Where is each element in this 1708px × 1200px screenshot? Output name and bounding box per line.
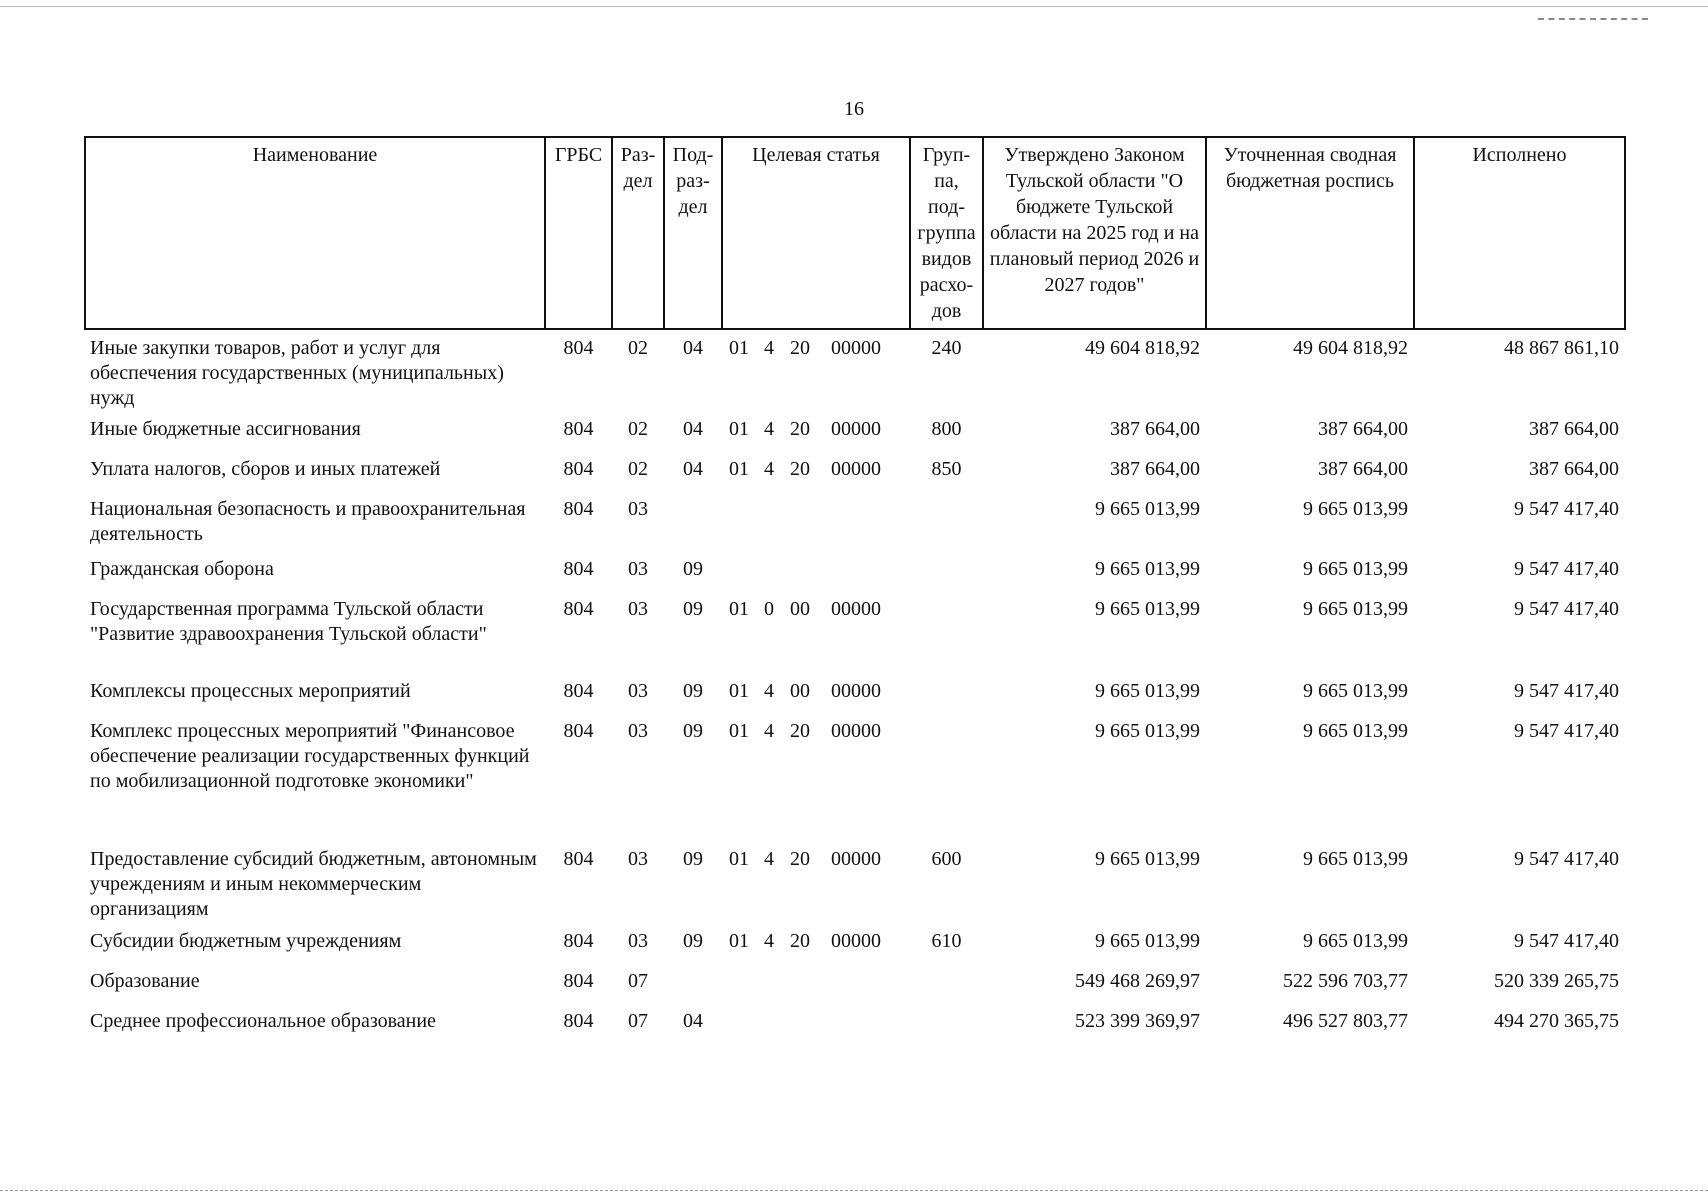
row-target-article <box>722 411 910 451</box>
row-target-article <box>722 963 910 1003</box>
row-grbs: 804 <box>563 680 594 702</box>
table-row <box>85 491 1625 551</box>
target-article-part: 01 <box>729 930 749 952</box>
row-grbs: 804 <box>563 970 594 992</box>
row-executed-amount: 9 547 417,40 <box>1514 720 1619 742</box>
row-grbs: 804 <box>563 930 594 952</box>
header-expense-group: Груп- па, под- группа видов расхо- дов <box>910 137 983 329</box>
row-target-article <box>722 841 910 923</box>
row-refined-amount: 387 664,00 <box>1318 458 1408 480</box>
row-target-article <box>722 491 910 551</box>
target-article-part: 20 <box>790 930 810 952</box>
row-refined-amount: 9 665 013,99 <box>1303 930 1408 952</box>
row-expense-group <box>910 551 983 591</box>
scan-edge-bottom <box>0 1190 1708 1193</box>
table-body <box>85 329 1625 1043</box>
row-podrazdel: 09 <box>683 930 703 952</box>
row-approved-amount: 9 665 013,99 <box>1095 498 1200 520</box>
target-article-part: 00000 <box>831 930 881 952</box>
row-approved-amount: 9 665 013,99 <box>1095 930 1200 952</box>
row-refined-amount: 9 665 013,99 <box>1303 598 1408 620</box>
target-article-part: 00000 <box>831 458 881 480</box>
row-podrazdel: 09 <box>683 848 703 870</box>
row-razdel: 03 <box>628 930 648 952</box>
scan-artifact-mark <box>1538 18 1648 24</box>
target-article-part: 00000 <box>831 680 881 702</box>
budget-table-container <box>84 136 1624 1043</box>
row-approved-amount: 549 468 269,97 <box>1075 970 1200 992</box>
row-executed-amount: 387 664,00 <box>1529 458 1619 480</box>
row-podrazdel: 04 <box>683 1010 703 1032</box>
target-article-part: 00000 <box>831 598 881 620</box>
row-name: Уплата налогов, сборов и иных платежей <box>90 458 441 480</box>
target-article-part: 4 <box>764 680 774 702</box>
row-expense-group <box>910 1003 983 1043</box>
target-article-part: 20 <box>790 720 810 742</box>
row-name: Гражданская оборона <box>90 558 274 580</box>
row-approved-amount: 523 399 369,97 <box>1075 1010 1200 1032</box>
row-approved-amount: 49 604 818,92 <box>1085 337 1200 359</box>
row-expense-group <box>910 591 983 673</box>
target-article-part: 4 <box>764 930 774 952</box>
row-expense-group: 240 <box>931 337 962 359</box>
row-razdel: 03 <box>628 498 648 520</box>
row-name: Комплекс процессных мероприятий "Финансовое обеспечение реализации государственных функций по мобилизационной подготовке экономики" <box>90 720 530 792</box>
header-podrazdel: Под- раз- дел <box>664 137 722 329</box>
row-refined-amount: 496 527 803,77 <box>1283 1010 1408 1032</box>
row-refined-amount: 522 596 703,77 <box>1283 970 1408 992</box>
row-target-article <box>722 673 910 713</box>
row-target-article <box>722 329 910 411</box>
target-article-part: 20 <box>790 418 810 440</box>
row-approved-amount: 9 665 013,99 <box>1095 720 1200 742</box>
row-razdel: 07 <box>628 970 648 992</box>
row-razdel: 03 <box>628 558 648 580</box>
row-refined-amount: 49 604 818,92 <box>1293 337 1408 359</box>
target-article-part: 01 <box>729 848 749 870</box>
table-row <box>85 841 1625 923</box>
table-row <box>85 1003 1625 1043</box>
row-razdel: 02 <box>628 337 648 359</box>
row-approved-amount: 9 665 013,99 <box>1095 598 1200 620</box>
target-article-part: 20 <box>790 848 810 870</box>
row-grbs: 804 <box>563 458 594 480</box>
table-row <box>85 923 1625 963</box>
target-article-part: 00 <box>790 598 810 620</box>
row-podrazdel: 09 <box>683 680 703 702</box>
target-article-part: 00000 <box>831 720 881 742</box>
row-razdel: 03 <box>628 848 648 870</box>
target-article-part: 4 <box>764 458 774 480</box>
scan-edge-top <box>0 6 1708 7</box>
row-podrazdel <box>664 963 722 1003</box>
row-grbs: 804 <box>563 598 594 620</box>
row-name: Иные закупки товаров, работ и услуг для обеспечения государственных (муниципальных) нужд <box>90 337 504 409</box>
header-target-article: Целевая статья <box>722 137 910 329</box>
row-refined-amount: 387 664,00 <box>1318 418 1408 440</box>
target-article-part: 0 <box>764 598 774 620</box>
row-podrazdel: 04 <box>683 458 703 480</box>
row-razdel: 03 <box>628 680 648 702</box>
target-article-part: 4 <box>764 720 774 742</box>
target-article-part: 01 <box>729 337 749 359</box>
row-target-article <box>722 591 910 673</box>
row-podrazdel: 04 <box>683 418 703 440</box>
row-refined-amount: 9 665 013,99 <box>1303 848 1408 870</box>
header-razdel: Раз- дел <box>612 137 664 329</box>
row-name: Государственная программа Тульской области "Развитие здравоохранения Тульской области" <box>90 598 487 645</box>
table-row <box>85 451 1625 491</box>
row-target-article <box>722 551 910 591</box>
target-article-part: 00000 <box>831 337 881 359</box>
row-grbs: 804 <box>563 558 594 580</box>
row-expense-group: 600 <box>931 848 962 870</box>
header-approved-by-law: Утверждено Законом Тульской области "О бюджете Тульской области на 2025 год и на плановый период 2026 и 2027 годов" <box>983 137 1206 329</box>
row-podrazdel: 04 <box>683 337 703 359</box>
target-article-part: 01 <box>729 418 749 440</box>
row-podrazdel: 09 <box>683 598 703 620</box>
header-executed: Исполнено <box>1414 137 1625 329</box>
row-approved-amount: 9 665 013,99 <box>1095 680 1200 702</box>
target-article-part: 20 <box>790 337 810 359</box>
row-target-article <box>722 923 910 963</box>
table-header <box>85 137 1625 329</box>
table-row <box>85 713 1625 841</box>
row-executed-amount: 9 547 417,40 <box>1514 680 1619 702</box>
row-name: Предоставление субсидий бюджетным, автономным учреждениям и иным некоммерческим организациям <box>90 848 537 920</box>
row-executed-amount: 9 547 417,40 <box>1514 598 1619 620</box>
row-expense-group: 850 <box>931 458 962 480</box>
target-article-part: 4 <box>764 418 774 440</box>
row-executed-amount: 9 547 417,40 <box>1514 930 1619 952</box>
row-approved-amount: 387 664,00 <box>1110 458 1200 480</box>
row-razdel: 02 <box>628 418 648 440</box>
row-podrazdel: 09 <box>683 720 703 742</box>
header-grbs: ГРБС <box>545 137 612 329</box>
target-article-part: 00000 <box>831 848 881 870</box>
row-grbs: 804 <box>563 848 594 870</box>
row-target-article <box>722 1003 910 1043</box>
row-expense-group: 800 <box>931 418 962 440</box>
row-approved-amount: 9 665 013,99 <box>1095 558 1200 580</box>
table-row <box>85 329 1625 411</box>
row-refined-amount: 9 665 013,99 <box>1303 558 1408 580</box>
target-article-part: 01 <box>729 598 749 620</box>
row-expense-group <box>910 491 983 551</box>
row-expense-group <box>910 963 983 1003</box>
header-refined-budget: Уточненная сводная бюджетная роспись <box>1206 137 1414 329</box>
row-grbs: 804 <box>563 418 594 440</box>
page-number: 16 <box>844 98 864 120</box>
table-row <box>85 551 1625 591</box>
row-target-article <box>722 713 910 841</box>
row-executed-amount: 48 867 861,10 <box>1504 337 1619 359</box>
row-executed-amount: 9 547 417,40 <box>1514 558 1619 580</box>
row-grbs: 804 <box>563 498 594 520</box>
header-name: Наименование <box>85 137 545 329</box>
row-target-article <box>722 451 910 491</box>
target-article-part: 00 <box>790 680 810 702</box>
row-grbs: 804 <box>563 1010 594 1032</box>
row-approved-amount: 387 664,00 <box>1110 418 1200 440</box>
row-razdel: 07 <box>628 1010 648 1032</box>
row-refined-amount: 9 665 013,99 <box>1303 680 1408 702</box>
row-expense-group <box>910 673 983 713</box>
row-razdel: 02 <box>628 458 648 480</box>
row-approved-amount: 9 665 013,99 <box>1095 848 1200 870</box>
budget-execution-table <box>84 136 1626 1043</box>
row-grbs: 804 <box>563 337 594 359</box>
target-article-part: 01 <box>729 720 749 742</box>
row-podrazdel: 09 <box>683 558 703 580</box>
target-article-part: 4 <box>764 848 774 870</box>
row-name: Субсидии бюджетным учреждениям <box>90 930 402 952</box>
row-executed-amount: 494 270 365,75 <box>1494 1010 1619 1032</box>
row-executed-amount: 9 547 417,40 <box>1514 848 1619 870</box>
row-name: Комплексы процессных мероприятий <box>90 680 411 702</box>
target-article-part: 4 <box>764 337 774 359</box>
row-executed-amount: 9 547 417,40 <box>1514 498 1619 520</box>
target-article-part: 01 <box>729 458 749 480</box>
row-refined-amount: 9 665 013,99 <box>1303 720 1408 742</box>
row-executed-amount: 520 339 265,75 <box>1494 970 1619 992</box>
row-refined-amount: 9 665 013,99 <box>1303 498 1408 520</box>
row-razdel: 03 <box>628 720 648 742</box>
row-razdel: 03 <box>628 598 648 620</box>
table-row <box>85 411 1625 451</box>
target-article-part: 00000 <box>831 418 881 440</box>
row-name: Образование <box>90 970 200 992</box>
table-row <box>85 963 1625 1003</box>
table-row <box>85 673 1625 713</box>
row-expense-group: 610 <box>931 930 962 952</box>
table-row <box>85 591 1625 673</box>
row-grbs: 804 <box>563 720 594 742</box>
target-article-part: 01 <box>729 680 749 702</box>
row-name: Среднее профессиональное образование <box>90 1010 436 1032</box>
target-article-part: 20 <box>790 458 810 480</box>
row-name: Иные бюджетные ассигнования <box>90 418 361 440</box>
row-podrazdel <box>664 491 722 551</box>
row-expense-group <box>910 713 983 841</box>
row-name: Национальная безопасность и правоохранительная деятельность <box>90 498 526 545</box>
row-executed-amount: 387 664,00 <box>1529 418 1619 440</box>
